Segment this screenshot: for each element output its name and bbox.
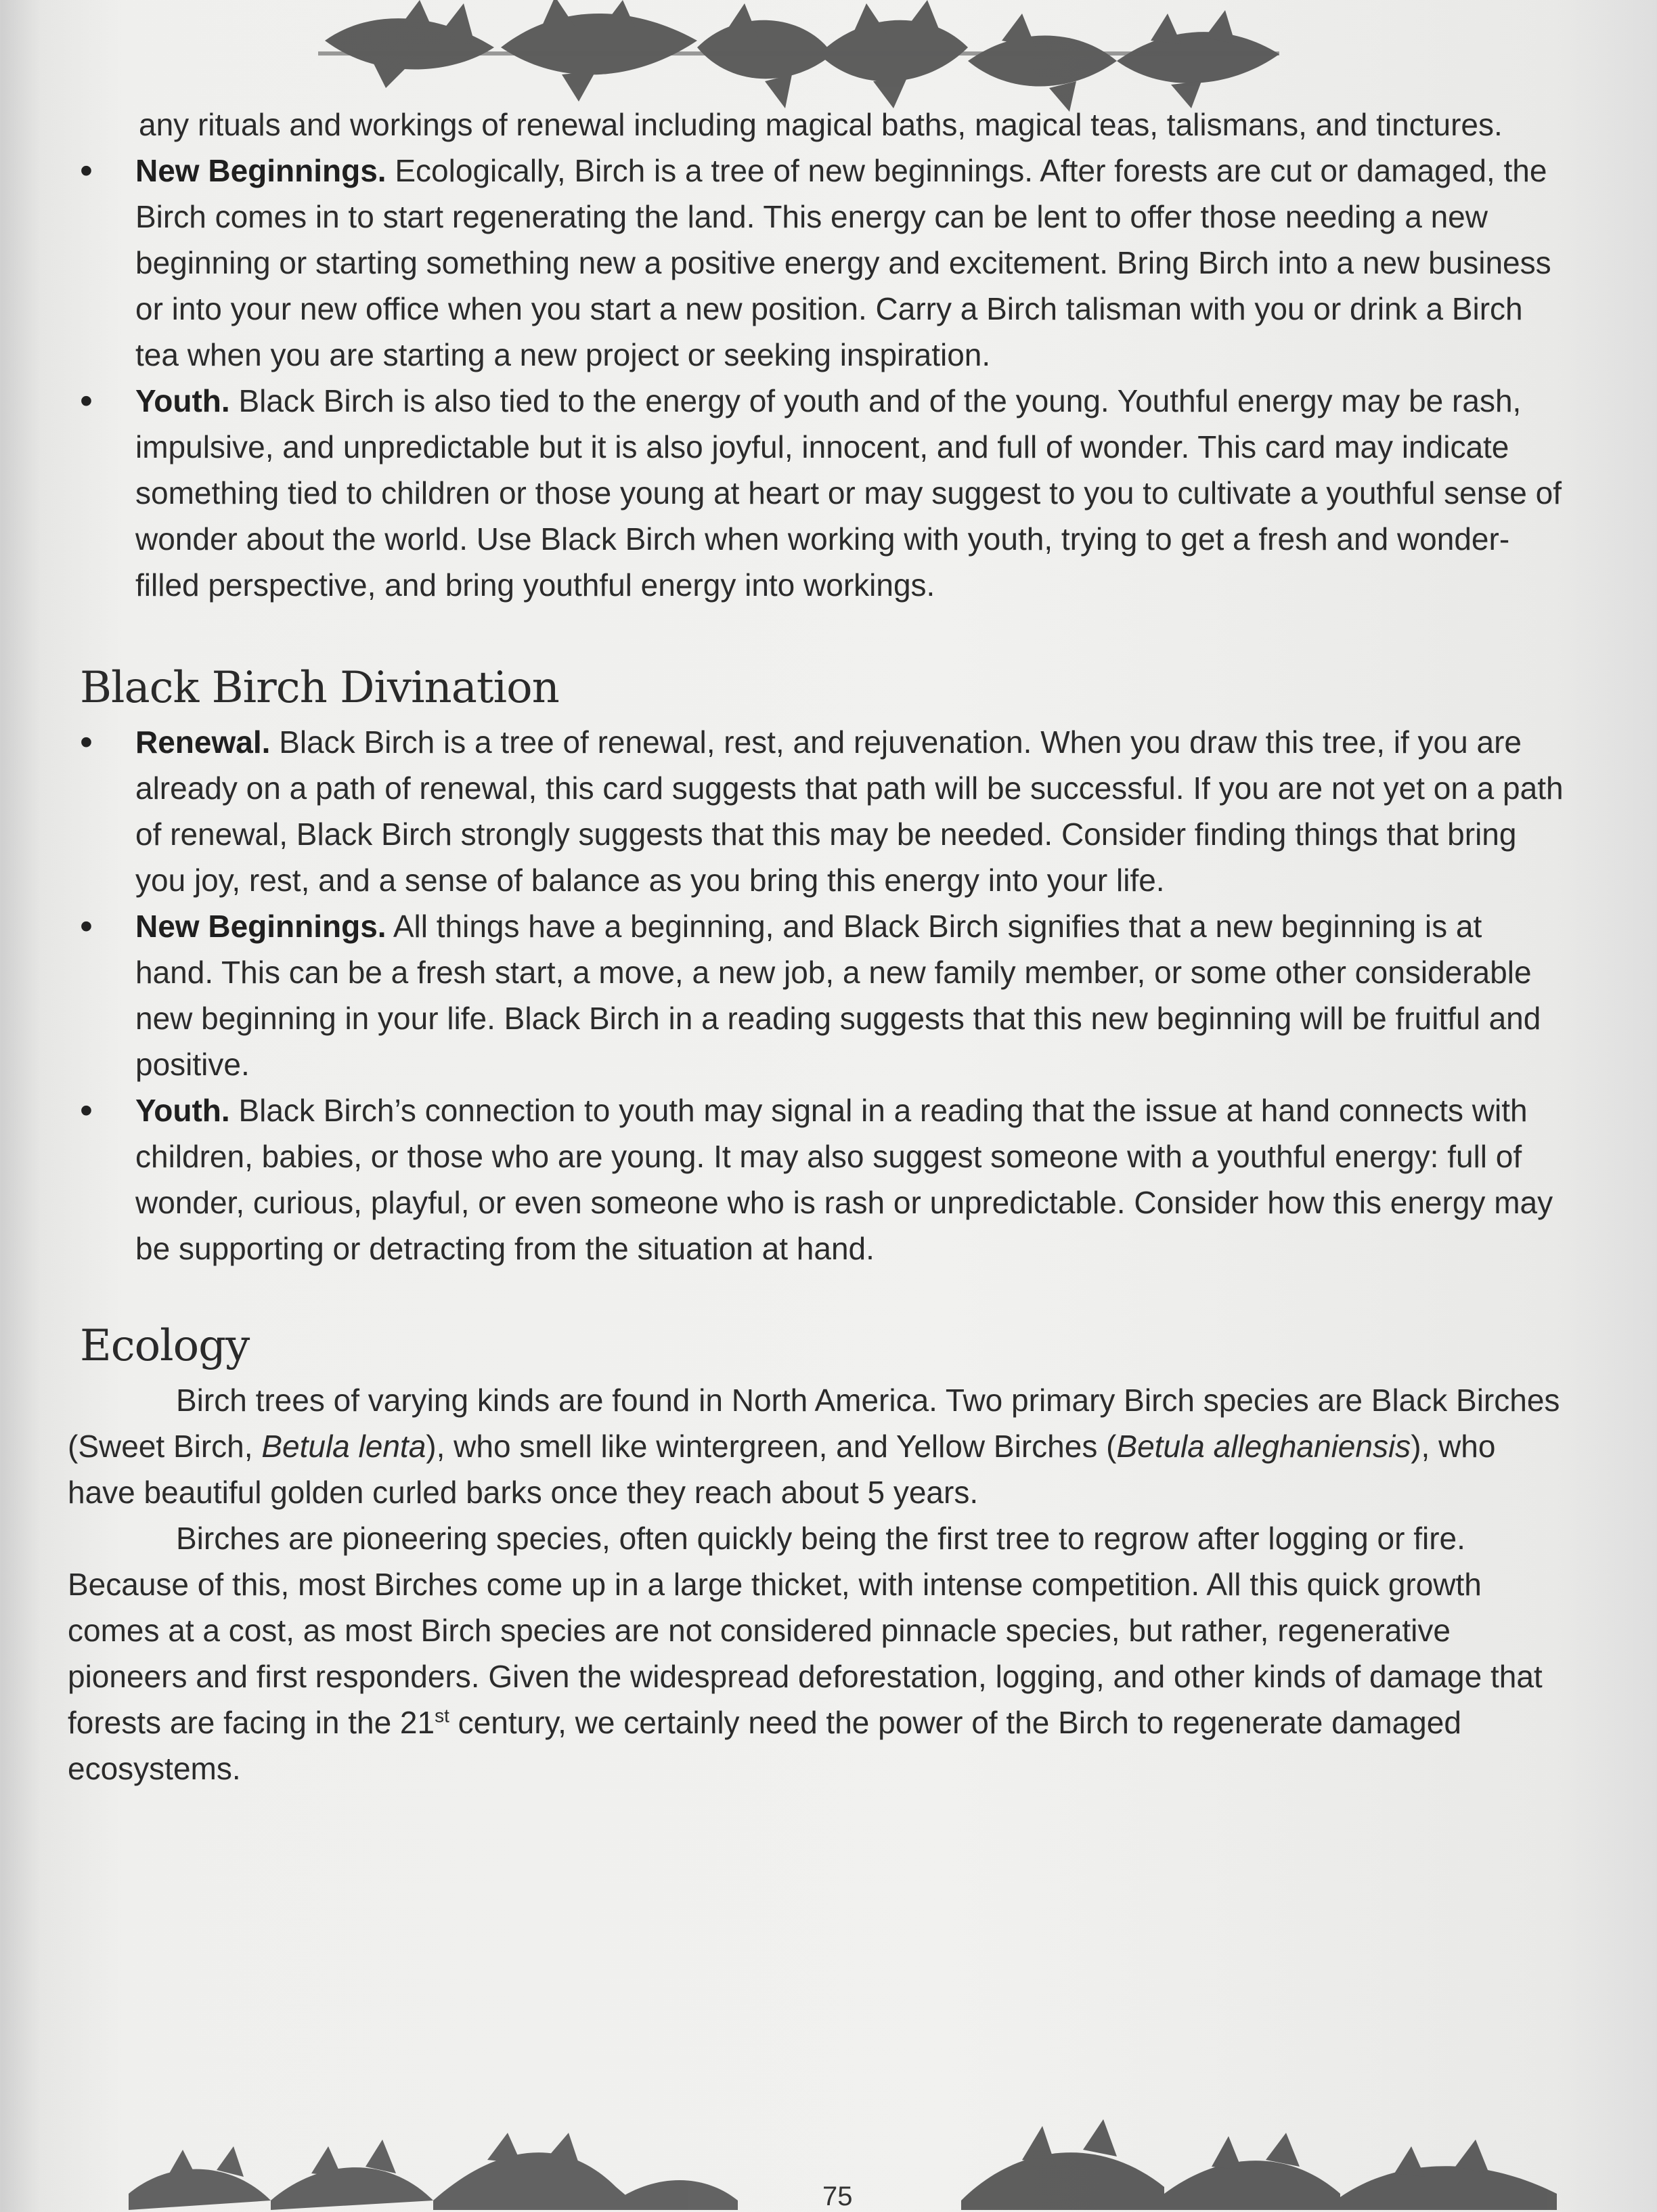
divination-heading: Black Birch Divination [80,663,559,713]
bullet-term: Youth. [135,383,230,418]
bullet-term: Youth. [135,1093,230,1128]
paragraph-text: century, we certainly need the power of the Birch to regenerate damaged ecosystems. [68,1705,1461,1786]
species-name: Betula alleghaniensis [1116,1429,1411,1464]
oak-leaf-garland-icon [318,0,1286,115]
ecology-paragraph-2 [68,1515,1564,1792]
paragraph-text: Birch trees of varying kinds are found in North America. Two primary Birch species are Black Birches (Sweet Birch, [68,1383,1560,1464]
list-item [68,719,1564,903]
oak-leaf-garland-icon [961,2119,1557,2210]
continuation-text: any rituals and workings of renewal including magical baths, magical teas, talismans, and tinctures. [139,107,1503,142]
bullet-text: Black Birch’s connection to youth may signal in a reading that the issue at hand connects with children, babies, or those who are young. It may also suggest someone with a youthful energy: full of wonder, curious, playful, or even someone who is rash or unpredictable. Consider how this energy may be supporting or detracting from the situation at hand. [135,1093,1553,1266]
bullet-term: Renewal. [135,724,271,760]
paragraph-text: ), who smell like wintergreen, and Yellow Birches ( [426,1429,1117,1464]
bullet-term: New Beginnings. [135,909,386,944]
bullet-text: Black Birch is also tied to the energy of youth and of the young. Youthful energy may be rash, impulsive, and unpredictable but it is also joyful, innocent, and full of wonder. This card may indicate something tied to children or those young at heart or may suggest to you to cultivate a youthful sense of wonder about the world. Use Black Birch when working with youth, trying to get a fresh and wonder-filled perspective, and bring youthful energy into workings. [135,383,1562,603]
bullet-term: New Beginnings. [135,153,386,188]
divination-bullet-list [68,719,1564,1272]
ecology-paragraph-1 [68,1377,1564,1515]
oak-leaf-garland-icon [129,2133,738,2210]
bullet-text: Ecologically, Birch is a tree of new beginnings. After forests are cut or damaged, the Birch comes in to start regenerating the land. This energy can be lent to offer those needing a new beginning or starting something new a positive energy and excitement. Bring Birch into a new business or into your new office when you start a new position. Carry a Birch talisman with you or drink a Birch tea when you are starting a new project or seeking inspiration. [135,153,1551,372]
list-item [68,1087,1564,1272]
bullet-text: Black Birch is a tree of renewal, rest, and rejuvenation. When you draw this tree, if you are already on a path of renewal, this card suggests that path will be successful. If you are not yet on a path of renewal, Black Birch strongly suggests that this may be needed. Consider finding things that bring you joy, rest, and a sense of balance as you bring this energy into your life. [135,724,1564,898]
list-item [68,903,1564,1087]
paragraph-text: ), who have beautiful golden curled barks once they reach about 5 years. [68,1429,1496,1510]
page-number: 75 [822,2182,853,2211]
ecology-heading: Ecology [80,1321,250,1371]
paragraph-text: Birches are pioneering species, often quickly being the first tree to regrow after logging or fire. Because of this, most Birches come up in a large thicket, with intense competition. All this quick growth comes at a cost, as most Birch species are not considered pinnacle species, but rather, regenerative pioneers and first responders. Given the widespread deforestation, logging, and other kinds of damage that forests are facing in the 21 [68,1521,1543,1740]
ordinal-suffix: st [435,1705,449,1727]
bullet-text: All things have a beginning, and Black Birch signifies that a new beginning is at hand. This can be a fresh start, a move, a new job, a new family member, or some other considerable new beginning in your life. Black Birch in a reading suggests that this new beginning will be fruitful and positive. [135,909,1541,1082]
species-name: Betula lenta [261,1429,426,1464]
list-item [68,148,1564,378]
page-content [68,102,1564,1792]
list-item [68,378,1564,608]
intro-bullet-list [68,148,1564,608]
